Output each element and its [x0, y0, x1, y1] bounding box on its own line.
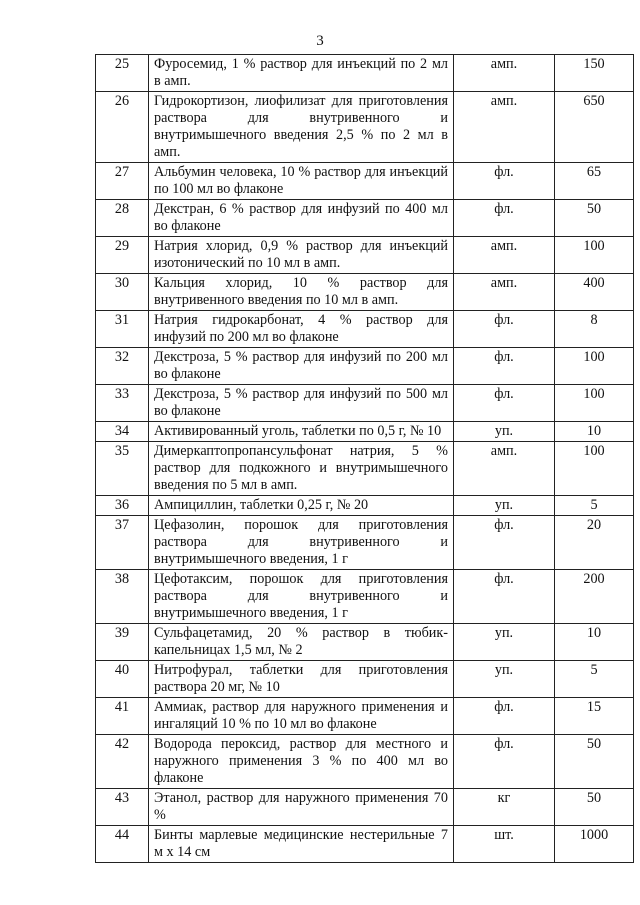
item-unit: уп. [454, 661, 555, 698]
item-unit: уп. [454, 624, 555, 661]
table-row [96, 348, 634, 385]
item-quantity: 200 [555, 570, 634, 624]
item-name: Кальция хлорид, 10 % раствор для внутривенного введения по 10 мл в амп. [149, 274, 454, 311]
item-unit: фл. [454, 163, 555, 200]
item-quantity: 650 [555, 92, 634, 163]
item-unit: шт. [454, 826, 555, 863]
item-quantity: 15 [555, 698, 634, 735]
item-quantity: 65 [555, 163, 634, 200]
table-row [96, 698, 634, 735]
item-unit: амп. [454, 442, 555, 496]
item-unit: фл. [454, 385, 555, 422]
item-unit: фл. [454, 735, 555, 789]
table-row [96, 200, 634, 237]
table-row [96, 624, 634, 661]
table-row [96, 826, 634, 863]
item-quantity: 1000 [555, 826, 634, 863]
item-quantity: 50 [555, 735, 634, 789]
row-number: 43 [96, 789, 149, 826]
row-number: 30 [96, 274, 149, 311]
table-row [96, 735, 634, 789]
item-name: Активированный уголь, таблетки по 0,5 г, № 10 [149, 422, 454, 442]
item-unit: амп. [454, 274, 555, 311]
item-name: Водорода пероксид, раствор для местного и наружного применения 3 % по 400 мл во флаконе [149, 735, 454, 789]
row-number: 40 [96, 661, 149, 698]
table-row [96, 516, 634, 570]
row-number: 29 [96, 237, 149, 274]
table-row [96, 237, 634, 274]
item-unit: фл. [454, 200, 555, 237]
row-number: 41 [96, 698, 149, 735]
row-number: 32 [96, 348, 149, 385]
row-number: 34 [96, 422, 149, 442]
item-name: Декстроза, 5 % раствор для инфузий по 500 мл во флаконе [149, 385, 454, 422]
item-unit: фл. [454, 570, 555, 624]
table-row [96, 570, 634, 624]
item-quantity: 150 [555, 55, 634, 92]
item-unit: амп. [454, 55, 555, 92]
item-name: Фуросемид, 1 % раствор для инъекций по 2 мл в амп. [149, 55, 454, 92]
item-name: Декстран, 6 % раствор для инфузий по 400 мл во флаконе [149, 200, 454, 237]
row-number: 44 [96, 826, 149, 863]
item-unit: кг [454, 789, 555, 826]
item-name: Нитрофурал, таблетки для приготовления раствора 20 мг, № 10 [149, 661, 454, 698]
row-number: 27 [96, 163, 149, 200]
item-unit: фл. [454, 348, 555, 385]
row-number: 31 [96, 311, 149, 348]
item-name: Гидрокортизон, лиофилизат для приготовления раствора для внутривенного и внутримышечного введения 2,5 % по 2 мл в амп. [149, 92, 454, 163]
item-name: Натрия хлорид, 0,9 % раствор для инъекций изотонический по 10 мл в амп. [149, 237, 454, 274]
table-row [96, 274, 634, 311]
item-unit: уп. [454, 422, 555, 442]
table-row [96, 55, 634, 92]
table-row [96, 496, 634, 516]
table-row [96, 789, 634, 826]
item-unit: амп. [454, 237, 555, 274]
item-quantity: 5 [555, 496, 634, 516]
item-name: Этанол, раствор для наружного применения 70 % [149, 789, 454, 826]
item-unit: амп. [454, 92, 555, 163]
row-number: 39 [96, 624, 149, 661]
item-name: Декстроза, 5 % раствор для инфузий по 200 мл во флаконе [149, 348, 454, 385]
item-quantity: 10 [555, 422, 634, 442]
item-unit: фл. [454, 698, 555, 735]
table-row [96, 163, 634, 200]
medication-table-body [96, 55, 634, 863]
item-quantity: 10 [555, 624, 634, 661]
table-row [96, 385, 634, 422]
item-quantity: 8 [555, 311, 634, 348]
item-quantity: 100 [555, 348, 634, 385]
table-row [96, 422, 634, 442]
item-quantity: 100 [555, 385, 634, 422]
item-unit: уп. [454, 496, 555, 516]
medication-table [95, 54, 634, 863]
item-name: Ампициллин, таблетки 0,25 г, № 20 [149, 496, 454, 516]
item-name: Альбумин человека, 10 % раствор для инъекций по 100 мл во флаконе [149, 163, 454, 200]
row-number: 38 [96, 570, 149, 624]
item-quantity: 100 [555, 442, 634, 496]
row-number: 25 [96, 55, 149, 92]
item-unit: фл. [454, 516, 555, 570]
item-name: Аммиак, раствор для наружного применения и ингаляций 10 % по 10 мл во флаконе [149, 698, 454, 735]
item-quantity: 400 [555, 274, 634, 311]
item-quantity: 50 [555, 200, 634, 237]
page-number: 3 [316, 33, 324, 49]
item-quantity: 5 [555, 661, 634, 698]
item-name: Бинты марлевые медицинские нестерильные 7 м х 14 см [149, 826, 454, 863]
item-quantity: 50 [555, 789, 634, 826]
item-name: Цефазолин, порошок для приготовления раствора для внутривенного и внутримышечного введения, 1 г [149, 516, 454, 570]
table-row [96, 442, 634, 496]
table-row [96, 661, 634, 698]
item-name: Сульфацетамид, 20 % раствор в тюбик-капельницах 1,5 мл, № 2 [149, 624, 454, 661]
table-row [96, 92, 634, 163]
row-number: 28 [96, 200, 149, 237]
item-name: Димеркаптопропансульфонат натрия, 5 % раствор для подкожного и внутримышечного введения по 5 мл в амп. [149, 442, 454, 496]
row-number: 33 [96, 385, 149, 422]
row-number: 37 [96, 516, 149, 570]
row-number: 42 [96, 735, 149, 789]
item-quantity: 100 [555, 237, 634, 274]
item-unit: фл. [454, 311, 555, 348]
item-name: Натрия гидрокарбонат, 4 % раствор для инфузий по 200 мл во флаконе [149, 311, 454, 348]
row-number: 26 [96, 92, 149, 163]
row-number: 36 [96, 496, 149, 516]
item-quantity: 20 [555, 516, 634, 570]
item-name: Цефотаксим, порошок для приготовления раствора для внутривенного и внутримышечного введения, 1 г [149, 570, 454, 624]
table-row [96, 311, 634, 348]
row-number: 35 [96, 442, 149, 496]
